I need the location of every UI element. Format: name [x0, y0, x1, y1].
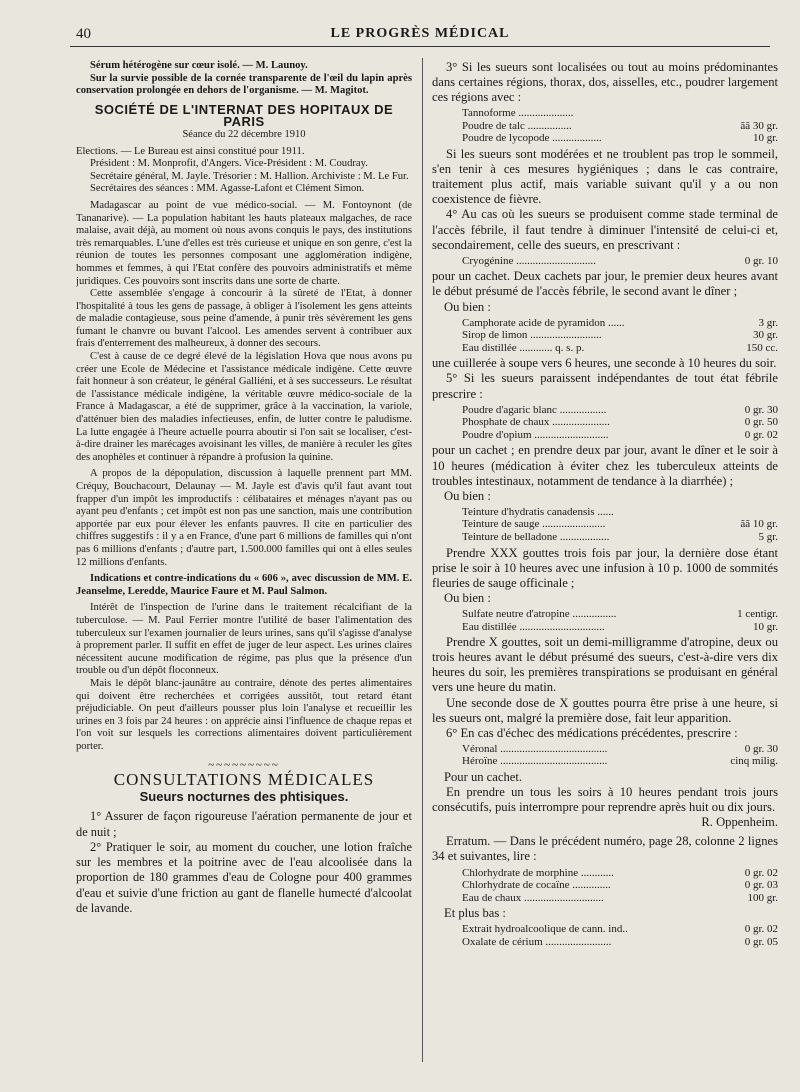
item-survie: Sur la survie possible de la cornée transparente de l'œil du lapin après conservation prolongée en dehors de l'organisme. — M. Magitot. [76, 72, 412, 97]
para-5b: pour un cachet ; en prendre deux par jour, avant le dîner et le soir à 10 heures (médication à éviter chez les tuberculeux atteints de troubles intestinaux, notamment de tendance à la diarrhée) ; [432, 443, 778, 488]
prescription-5: Teinture d'hydratis canadensis ...... Teinture de sauge ....................... ãã 10 gr. Teinture de belladone .................. 5 gr. [462, 505, 778, 543]
erratum: Erratum. — Dans le précédent numéro, page 28, colonne 2 lignes 34 et suivantes, lire : [432, 834, 778, 864]
journal-title: LE PROGRÈS MÉDICAL [330, 26, 510, 41]
para-6: 6° En cas d'échec des médications précédentes, prescrire : [446, 725, 738, 740]
page-header [70, 24, 770, 47]
plus-bas: Et plus bas : [444, 906, 506, 921]
para-4: 4° Au cas où les sueurs se produisent comme stade terminal de l'accès fébrile, il faut tendre à diminuer l'intensité de celui-ci et, secondairement, celle des sueurs, en prescrivant : [432, 207, 778, 252]
madagascar-paragraph: C'est à cause de ce degré élevé de la législation Hova que nous avons pu créer une Ecole de Médecine et l'assistance médicale indigène. Cette œuvre fait honneur à son créateur, le général Galliéni, et à ses successeurs. Le résultat de l'assistance médicale indigène, la véritable œuvre médico-sociale de la France à Madagascar, a été de supprimer, grâce à la vaccination, la variole, d'atténuer bien des maladies infectieuses, enfin, de lutter contre le paludisme. La lutte engagée à l'heure actuelle pourra aboutir si l'on sait se localiser, c'est-à-dire drainer les marécages avoisinant les villes, de manière à reculer les gîtes des anophèles et continuer à répandre à profusion la quinine. [76, 351, 412, 463]
ornament-rule: ~~~~~~~~~ [208, 759, 280, 772]
para-5c: Prendre XXX gouttes trois fois par jour, la dernière dose étant prise le soir à 10 heures avec une infusion à 10 p. 1000 de sommités fleuries de sauge officinale ; [432, 545, 778, 590]
left-column [76, 60, 412, 1082]
para-4c: une cuillerée à soupe vers 6 heures, une seconde à 10 heures du soir. [432, 356, 777, 371]
prescription-7: Véronal ....................................... 0 gr. 30 Héroïne ....................................... cinq milig. [462, 742, 778, 768]
elections-line: Elections. — Le Bureau est ainsi constitué pour 1911. [76, 145, 305, 157]
para-3: 3° Si les sueurs sont localisées ou tout au moins prédominantes dans certaines régions, thorax, dos, aisselles, etc., poudrer largement ces régions avec : [432, 60, 778, 105]
para-5e: Une seconde dose de X gouttes pourra être prise à une heure, si les sueurs ont, malgré la première dose, fait leur apparition. [432, 695, 778, 725]
consultations-subtitle: Sueurs nocturnes des phtisiques. [139, 788, 349, 804]
elections-line: Secrétaires des séances : MM. Agasse-Lafont et Clément Simon. [90, 183, 365, 195]
column-divider [422, 58, 423, 1062]
para-5d: Prendre X gouttes, soit un demi-milligramme d'atropine, deux ou trois heures avant le début présumé des sueurs, c'est-à-dire vers dix heures du soir, les premières transpirations se produisant en général vers une heure du matin. [432, 635, 778, 695]
prescription-8: Chlorhydrate de morphine ............ 0 gr. 02 Chlorhydrate de cocaïne .............. 0 gr. 03 Eau de chaux ............................. 100 gr. [462, 866, 778, 904]
elections-line: Président : M. Monprofit, d'Angers. Vice-Président : M. Coudray. [90, 158, 368, 170]
para-3b: Si les sueurs sont modérées et ne troublent pas trop le sommeil, s'en tenir à ces mesures hygiéniques ; dans le cas contraire, traitement plus actif, mais variable suivant qu'il y a ou non coexistence de fièvre. [432, 147, 778, 207]
depopulation-paragraph: A propos de la dépopulation, discussion à laquelle prennent part MM. Créquy, Bouchacourt, Delaunay — M. Jayle est d'avis qu'il faut avant tout frapper d'un impôt les improductifs : célibataires et ménages n'ayant pas ou ayant peu d'enfants ; cet impôt est non pas une sanction, mais une contribution apportée par eux pour élever les enfants pauvres. Il cite en particulier des chiffres suggestifs : il y a en France, d'une part 6 millions de familles qui n'ont pas 6 millions d'enfants ; d'autre part, 1.500.000 familles qui ont à elles seules 12 millions d'enfants. [76, 468, 412, 568]
para-6c: En prendre un tous les soirs à 10 heures pendant trois jours consécutifs, puis interrompre pour reprendre après huit ou dix jours. [432, 785, 778, 815]
society-title: SOCIÉTÉ DE L'INTERNAT DES HOPITAUX DE PARIS [94, 101, 394, 130]
madagascar-paragraph: Cette assemblée s'engage à concourir à la sûreté de l'Etat, à donner l'hospitalité à tous les gens de passage, à obliger à l'isolement les gens atteints de maladie contagieuse, sous peine d'amende, à punir très sévèrement les gens fumant le chanvre ou buvant l'alcool. Les amendes servent à contribuer aux frais d'enterrement des malheureux, à donner des secours. [76, 288, 412, 350]
ou-bien: Ou bien : [444, 590, 491, 605]
prescription-6: Sulfate neutre d'atropine ................ 1 centigr. Eau distillée ............................... 10 gr. [462, 607, 778, 633]
consultations-title: CONSULTATIONS MÉDICALES [113, 770, 375, 790]
right-column [432, 60, 778, 1082]
madagascar-paragraph: Madagascar au point de vue médico-social. — M. Fontoynont (de Tananarive). — La population habitant les hauts plateaux malgaches, de race malaise, avait déjà, au moment où nous avons conquis le pays, des institutions très remarquables. L'une d'elles est très curieuse et unique en son genre, c'est la réunion de toutes les personnes composant une agglomération indigène, hommes et femmes, à qui l'Etat confère des pouvoirs administratifs et même juridiques. Ces pouvoirs sont inscrits dans une sorte de charte. [76, 199, 412, 287]
consult-item: 2° Pratiquer le soir, au moment du coucher, une lotion fraîche sur les membres et la poitrine avec de l'eau alcoolisée dans la proportion de 180 grammes d'eau de Cologne pour 400 grammes d'eau et suivie d'une friction au gant de flanelle humecté d'alcoolat de lavande. [76, 839, 412, 916]
prescription-1: Tannoforme .................... Poudre de talc ................ ãã 30 gr. Poudre de lycopode .................. 10 gr. [462, 107, 778, 145]
prescription-2: Cryogénine ............................. 0 gr. 10 [462, 254, 778, 267]
prescription-4: Poudre d'agaric blanc ................. 0 gr. 30 Phosphate de chaux ..................... 0 gr. 50 Poudre d'opium ........................... 0 gr. 02 [462, 403, 778, 441]
ou-bien: Ou bien : [444, 299, 491, 314]
indications-paragraph: Indications et contre-indications du « 606 », avec discussion de MM. E. Jeanselme, Leredde, Maurice Faure et M. Paul Salmon. [76, 573, 412, 597]
prescription-3: Camphorate acide de pyramidon ...... 3 gr. Sirop de limon .......................... 30 gr. Eau distillée ............ q. s. p. 150 cc. [462, 316, 778, 354]
consult-item: 1° Assurer de façon rigoureuse l'aération permanente de jour et de nuit ; [76, 809, 412, 839]
para-6b: Pour un cachet. [444, 770, 522, 784]
para-5: 5° Si les sueurs paraissent indépendantes de tout état fébrile prescrire : [432, 371, 778, 401]
ou-bien: Ou bien : [444, 488, 491, 503]
para-4b: pour un cachet. Deux cachets par jour, le premier deux heures avant le début présumé de l'accès fébrile, le second avant le dîner ; [432, 269, 778, 299]
item-serum: Sérum hétérogène sur cœur isolé. — M. Launoy. [90, 60, 308, 71]
urine-paragraph: Intérêt de l'inspection de l'urine dans le traitement récalcifiant de la tuberculose. — M. Paul Ferrier montre l'utilité de baser l'alimentation des tuberculeux sur l'examen journalier de leurs urines, sans qu'il s'agisse d'analyse à proprement parler. Il suffit en effet de juger de leur aspect. Les urines claires nécessitent aucune modification de régime, pas plus que la présence d'un trouble ou d'un dépôt floconneux. [76, 602, 412, 677]
elections-line: Secrétaire général, M. Jayle. Trésorier : M. Hallion. Archiviste : M. Le Fur. [90, 170, 409, 182]
society-session: Séance du 22 décembre 1910 [182, 128, 306, 140]
prescription-9: Extrait hydroalcoolique de cann. ind.. 0 gr. 02 Oxalate de cérium ........................ 0 gr. 05 [462, 923, 778, 949]
page-number: 40 [76, 26, 91, 42]
signature: R. Oppenheim. [701, 815, 778, 830]
urine-paragraph: Mais le dépôt blanc-jaunâtre au contraire, dénote des pertes alimentaires qui doivent être recherchées et corrigées aussitôt, tout retard étant préjudiciable. On peut d'ailleurs pousser plus loin l'analyse et recueillir les urines en 3 fois par 24 heures : on apprécie ainsi l'influence de chaque repas et l'on voit sur lesquels les corrections alimentaires doivent particulièrement porter. [76, 677, 412, 752]
